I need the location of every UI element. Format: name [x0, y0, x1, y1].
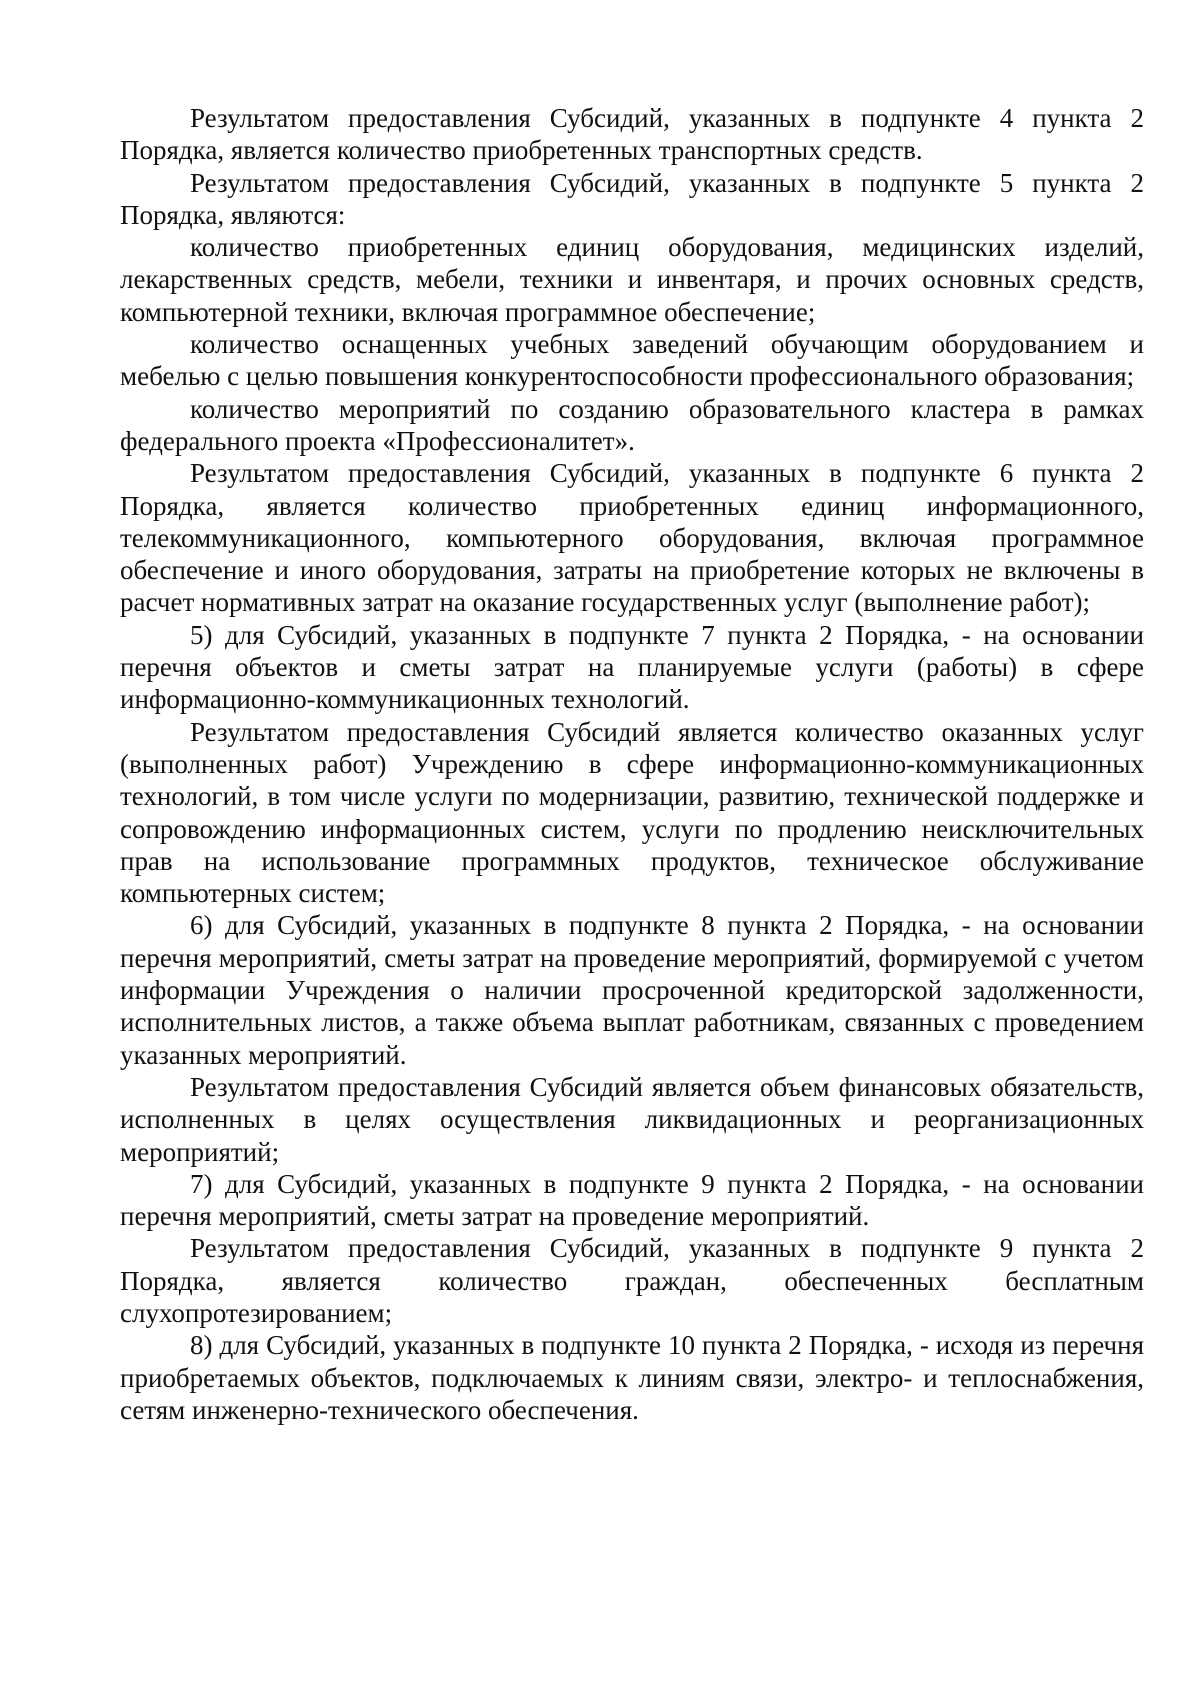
paragraph-item-7: 7) для Субсидий, указанных в подпункте 9 пункта 2 Порядка, - на основании перечня мероприятий, сметы затрат на проведение мероприятий.	[120, 1168, 1144, 1232]
paragraph-result-liquidation: Результатом предоставления Субсидий является объем финансовых обязательств, исполненных в целях осуществления ликвидационных и реорганизационных мероприятий;	[120, 1071, 1144, 1167]
paragraph-item-5: 5) для Субсидий, указанных в подпункте 7 пункта 2 Порядка, - на основании перечня объектов и сметы затрат на планируемые услуги (работы) в сфере информационно-коммуникационных технологий.	[120, 619, 1144, 715]
paragraph-professionalitet: количество мероприятий по созданию образовательного кластера в рамках федерального проекта «Профессионалитет».	[120, 393, 1144, 456]
paragraph-result-ict-services: Результатом предоставления Субсидий является количество оказанных услуг (выполненных работ) Учреждению в сфере информационно-коммуникационных технологий, в том числе услуги по модернизации, развитию, технической поддержке и сопровождению информационных систем, услуги по продлению неисключительных прав на использование программных продуктов, техническое обслуживание компьютерных систем;	[120, 716, 1144, 909]
paragraph-result-hearing-aids: Результатом предоставления Субсидий, указанных в подпункте 9 пункта 2 Порядка, является количество граждан, обеспеченных бесплатным слухопротезированием;	[120, 1233, 1144, 1328]
paragraph-result-subsidy-6: Результатом предоставления Субсидий, указанных в подпункте 6 пункта 2 Порядка, является количество приобретенных единиц информационного, телекоммуникационного, компьютерного оборудования, включая программное обеспечение и иного оборудования, затраты на приобретение которых не включены в расчет нормативных затрат на оказание государственных услуг (выполнение работ);	[120, 458, 1144, 618]
paragraph-equipment-count: количество приобретенных единиц оборудования, медицинских изделий, лекарственных средств, мебели, техники и инвентаря, и прочих основных средств, компьютерной техники, включая программное обеспечение;	[120, 232, 1144, 327]
paragraph-result-subsidy-5: Результатом предоставления Субсидий, указанных в подпункте 5 пункта 2 Порядка, являются:	[120, 167, 1144, 230]
document-body	[120, 102, 1144, 1426]
paragraph-equipped-institutions: количество оснащенных учебных заведений обучающим оборудованием и мебелью с целью повышения конкурентоспособности профессионального образования;	[120, 329, 1144, 392]
paragraph-item-8: 8) для Субсидий, указанных в подпункте 10 пункта 2 Порядка, - исходя из перечня приобретаемых объектов, подключаемых к линиям связи, электро- и теплоснабжения, сетям инженерно-технического обеспечения.	[120, 1330, 1144, 1425]
paragraph-result-subsidy-4: Результатом предоставления Субсидий, указанных в подпункте 4 пункта 2 Порядка, является количество приобретенных транспортных средств.	[120, 103, 1144, 166]
paragraph-item-6: 6) для Субсидий, указанных в подпункте 8 пункта 2 Порядка, - на основании перечня мероприятий, сметы затрат на проведение мероприятий, формируемой с учетом информации Учреждения о наличии просроченной кредиторской задолженности, исполнительных листов, а также объема выплат работникам, связанных с проведением указанных мероприятий.	[120, 910, 1144, 1070]
